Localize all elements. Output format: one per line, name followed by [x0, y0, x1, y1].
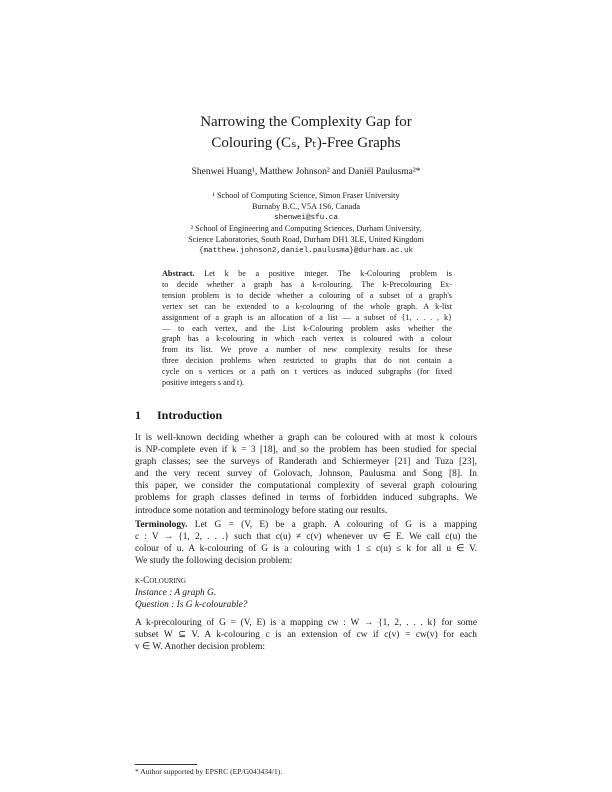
title-line-2: Colouring (Cₛ, Pₜ)-Free Graphs [211, 135, 401, 151]
body-line: Terminology. Let G = (V, E) be a graph. A colouring of G is a mapping [135, 520, 477, 530]
abstract [162, 269, 452, 389]
abstract-label: Abstract. [162, 269, 195, 278]
terminology-label: Terminology. [135, 520, 188, 530]
problem-instance: Instance : A graph G. [135, 588, 217, 599]
author-list: Shenwei Huang¹, Matthew Johnson² and Daniël Paulusma²* [191, 167, 421, 177]
body-line: problems for graph classes defined in terms of forbidden induced subgraphs. We [135, 493, 477, 504]
abstract-line: cycle on s vertices or a path on t vertices as induced subgraphs (for fixed [162, 367, 452, 377]
body-line: c : V → {1, 2, . . .} such that c(u) ≠ c(v) whenever uv ∈ E. We call c(u) the [135, 532, 477, 543]
body-line: It is well-known deciding whether a graph can be coloured with at most k colours [135, 433, 477, 443]
body-line: graph classes; see the surveys of Randerath and Schiermeyer [21] and Tuza [23], [135, 457, 477, 468]
abstract-line: assignment of a graph is an allocation of a list — a subset of {1, . . . , k} [162, 312, 452, 322]
body-line: this paper, we consider the computational complexity of several graph colouring [135, 481, 477, 492]
body-line: is NP-complete even if k = 3 [18], and so the problem has been studied for special [135, 445, 477, 456]
footnote: * Author supported by EPSRC (EP/G043434/1). [135, 767, 283, 776]
affiliation-durham [0, 224, 612, 256]
problem-name: k-Colouring [135, 576, 186, 586]
affiliation-email: {matthew.johnson2,daniel.paulusma}@durham.ac.uk [198, 246, 414, 255]
paper-title [0, 112, 612, 154]
body-line: and the very recent survey of Golovach, Johnson, Paulusma and Song [8]. In [135, 469, 477, 480]
abstract-line: to decide whether a graph has a k-colouring. The k-Precolouring Ex- [162, 279, 452, 289]
precolouring-paragraph [135, 617, 477, 653]
body-line: colour of u. A k-colouring of G is a colouring with 1 ≤ c(u) ≤ k for all u ∈ V. [135, 544, 477, 555]
abstract-line: tension problem is to decide whether a colouring of a subset of a graph's [162, 290, 452, 300]
body-line: introduce some notation and terminology before stating our results. [135, 505, 388, 516]
body-line: We study the following decision problem: [135, 556, 293, 567]
abstract-line: Abstract. Let k be a positive integer. The k-Colouring problem is [162, 269, 452, 278]
affiliation-line: ¹ School of Computing Science, Simon Fraser University [212, 191, 400, 200]
affiliation-email: shenwei@sfu.ca [274, 213, 338, 222]
intro-paragraph [135, 432, 477, 517]
body-line: v ∈ W. Another decision problem: [135, 642, 266, 653]
abstract-line: vertex set can be extended to a k-colouring of the whole graph. A k-list [162, 301, 452, 311]
affiliation-line: Science Laboratories, South Road, Durham DH1 3LE, United Kingdom [188, 234, 424, 244]
abstract-line: graph has a k-colouring in which each vertex is coloured with a colour [162, 334, 452, 344]
problem-question: Question : Is G k-colourable? [135, 600, 248, 611]
abstract-line: three decision problems when restricted to graphs that do not contain a [162, 356, 452, 366]
affiliation-sfu [0, 191, 612, 223]
body-line: subset W ⊆ V. A k-colouring c is an extension of cᴡ if c(v) = cᴡ(v) for each [135, 630, 477, 641]
footnote-rule [135, 764, 197, 765]
abstract-line: — to each vertex, and the List k-Colouring problem asks whether the [162, 323, 452, 333]
affiliation-line: Burnaby B.C., V5A 1S6, Canada [251, 201, 361, 211]
section-title: Introduction [157, 408, 223, 422]
affiliation-line: ² School of Engineering and Computing Sciences, Durham University, [190, 224, 422, 233]
problem-definition [135, 575, 477, 611]
section-heading [135, 408, 222, 423]
body-line: A k-precolouring of G = (V, E) is a mapping cᴡ : W → {1, 2, . . . k} for some [135, 618, 477, 628]
abstract-line: from its list. We prove a number of new complexity results for these [162, 345, 452, 355]
abstract-line: positive integers s and t). [162, 378, 245, 388]
section-number: 1 [135, 408, 141, 422]
title-line-1: Narrowing the Complexity Gap for [200, 114, 412, 130]
terminology-paragraph [135, 519, 477, 567]
